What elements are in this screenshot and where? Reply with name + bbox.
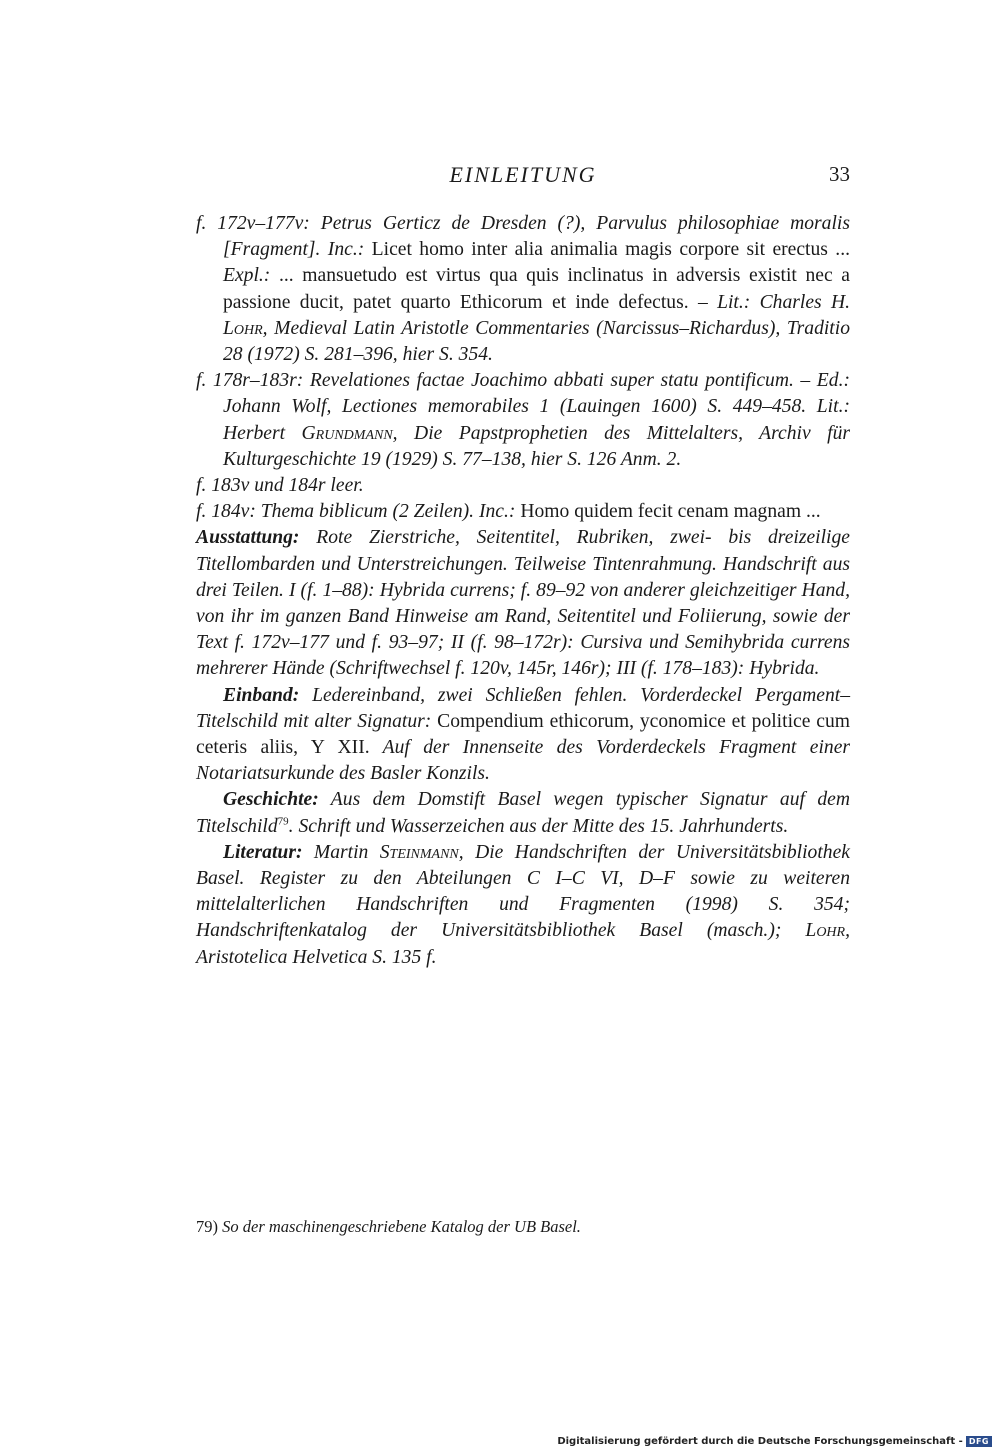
entry-title: Petrus Gerticz de Dresden (?), Parvulus philosophiae moralis [Fragment]. Inc.:: [223, 213, 850, 261]
section-label: Geschichte:: [223, 789, 319, 811]
section-label: Literatur:: [223, 841, 303, 863]
dfg-banner-text: Digitalisierung gefördert durch die Deutsche Forschungsgemeinschaft -: [557, 1436, 963, 1447]
section-text-end: , Aristotelica Helvetica S. 135 f.: [196, 920, 850, 968]
footnote-text: So der maschinengeschriebene Katalog der UB Basel.: [222, 1217, 581, 1236]
folio-ref: f. 172v–177v:: [196, 213, 310, 234]
folio-ref: f. 178r–183r:: [196, 370, 304, 392]
running-head: [196, 162, 850, 192]
explicit-text: ... mansuetudo est virtus qua quis inclinatus in adversis existit nec a passione ducit, patet quarto Ethicorum et inde defectus. –: [223, 265, 850, 313]
entry-folio-184v: [196, 499, 850, 525]
section-ausstattung: [196, 525, 850, 682]
author-name: Lohr: [223, 317, 263, 339]
shelfmark-text: Compendium ethicorum, yconomice et politice cum ceteris aliis, Y XII.: [196, 710, 850, 759]
folio-ref: f. 184v:: [196, 501, 256, 523]
section-einband: [196, 683, 850, 788]
literature-ref-cont: , Die Papstprophetien des Mittelalters, Archiv für Kulturgeschichte 19 (1929) S. 77–138, hier S. 126 Anm. 2.: [223, 422, 850, 470]
entry-folio-172v: [196, 211, 850, 368]
section-text-cont: . Schrift und Wasserzeichen aus der Mitte des 15. Jahrhunderts.: [288, 815, 789, 837]
running-title: EINLEITUNG: [449, 162, 597, 187]
section-label: Ausstattung:: [196, 527, 300, 549]
dfg-funding-banner: [557, 1436, 992, 1447]
entry-folio-183v: [196, 473, 850, 499]
section-label: Einband:: [223, 684, 300, 706]
page-number: 33: [829, 162, 850, 186]
entry-title: Revelationes factae Joachimo abbati super statu pontificum. – Ed.: Johann Wolf, Lectiones memorabiles 1 (Lauingen 1600) S. 449–458. Lit.: Herbert: [223, 370, 850, 444]
entry-folio-178r: [196, 368, 850, 473]
section-text: Rote Zierstriche, Seitentitel, Rubriken, zwei- bis dreizeilige Titellombarden und Unterstreichungen. Teilweise Tintenrahmung. Handschrift aus drei Teilen. I (f. 1–88): Hybrida currens; f. 89–92 von anderer gleichzeitiger Hand, von ihr im ganzen Band Hinweise am Rand, Seitentitel und Foliierung, sowie der Text f. 172v–177 und f. 93–97; II (f. 98–172r): Cursiva und Semihybrida currens mehrerer Hände (Schriftwechsel f. 120v, 145r, 146r); III (f. 178–183): Hybrida.: [196, 527, 850, 680]
author-name: Lohr: [805, 920, 846, 942]
folio-ref: f. 183v und 184r leer.: [196, 475, 364, 497]
explicit-label: Expl.:: [223, 265, 271, 287]
section-text-cont: , Die Handschriften der Universitätsbibliothek Basel. Register zu den Abteilungen C I–C VI, D–F sowie zu weiteren mittelalterlichen Handschriften und Fragmenten (1998) S. 354; Handschriftenkatalog der Universitätsbibliothek Basel (masch.);: [196, 841, 850, 942]
incipit-text: Homo quidem fecit cenam magnam ...: [515, 501, 821, 523]
literature-ref: Lit.: Charles H.: [717, 291, 850, 313]
body-text: [196, 211, 850, 971]
section-text-cont: Auf der Innenseite des Vorderdeckels Fragment einer Notariatsurkunde des Basler Konzils.: [196, 737, 851, 785]
footnote-ref: 79: [277, 815, 289, 828]
entry-title: Thema biblicum (2 Zeilen). Inc.:: [255, 501, 516, 523]
incipit-text: Licet homo inter alia animalia magis corpore sit erectus ...: [364, 239, 851, 261]
section-geschichte: [196, 787, 850, 839]
section-literatur: [196, 840, 850, 971]
author-name: Grundmann: [301, 422, 393, 444]
dfg-logo-icon: DFG: [966, 1436, 992, 1447]
literature-ref-cont: , Medieval Latin Aristotle Commentaries (Narcissus–Richardus), Traditio 28 (1972) S. 281–396, hier S. 354.: [223, 317, 850, 366]
author-name: Steinmann: [379, 841, 459, 863]
section-text: Martin: [302, 841, 380, 863]
footnote-79: [196, 1216, 850, 1238]
section-text: Aus dem Domstift Basel wegen typischer Signatur auf dem Titelschild: [196, 789, 850, 837]
section-text: Ledereinband, zwei Schließen fehlen. Vorderdeckel Pergament–Titelschild mit alter Signatur:: [196, 684, 850, 732]
footnote-number: 79): [196, 1217, 218, 1236]
